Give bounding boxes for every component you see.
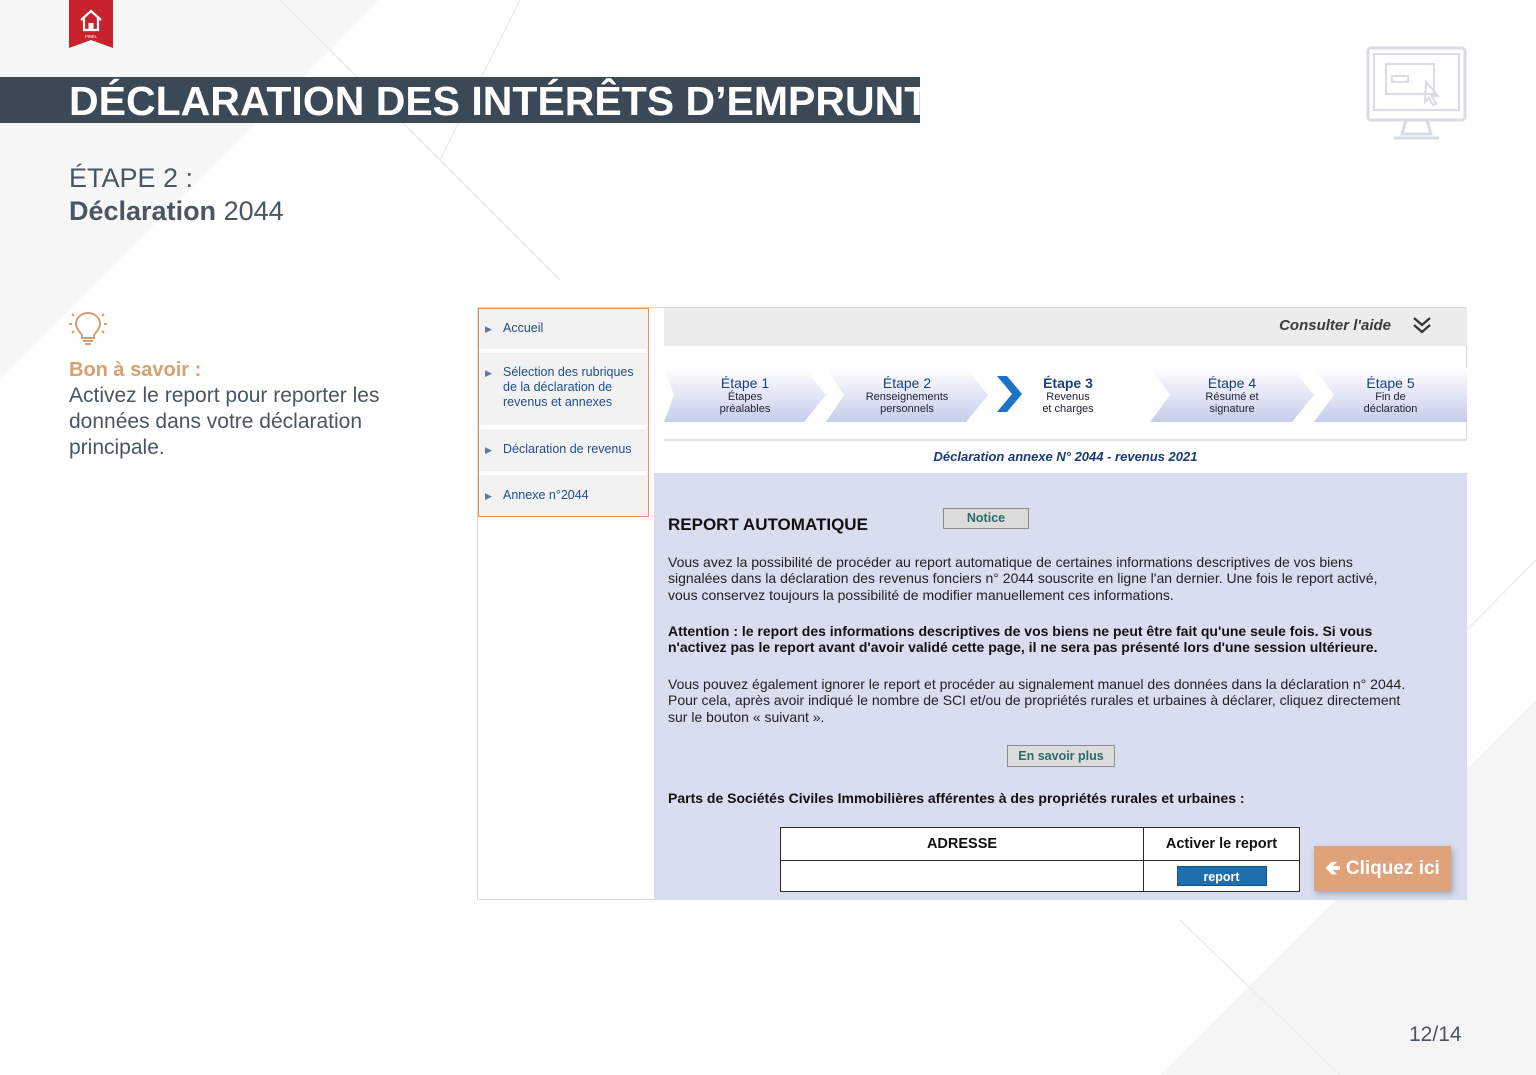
sci-parts-title: Parts de Sociétés Civiles Immobilières afférentes à des propriétés rurales et urbaines : xyxy=(668,790,1245,806)
arrow-left-icon: 🡸 xyxy=(1325,858,1341,879)
triangle-right-icon: ▶ xyxy=(485,445,492,455)
table-row xyxy=(781,860,1300,892)
info-paragraph-2: Vous pouvez également ignorer le report et procéder au signalement manuel des données dans la déclaration n° 2044. Pour cela, après avoir indiqué le nombre de SCI et/ou de propriétés rurales et urbaines à déclarer, cliquez directement sur le bouton « suivant ». xyxy=(668,676,1406,725)
triangle-right-icon: ▶ xyxy=(485,491,492,501)
sidebar-item-declaration[interactable] xyxy=(479,429,647,471)
lightbulb-icon xyxy=(67,306,109,348)
pinel-home-logo xyxy=(69,0,113,48)
click-here-label: Cliquez ici xyxy=(1345,858,1440,879)
tip-body: Activez le report pour reporter les données dans votre déclaration principale. xyxy=(69,384,380,459)
declaration-title: Déclaration annexe N° 2044 - revenus 2021 xyxy=(933,449,1198,464)
page-number: 12/14 xyxy=(1409,1023,1462,1046)
step-4: Étape 4 Résumé et signature xyxy=(1150,368,1314,422)
sidebar-item-label: Annexe n°2044 xyxy=(503,488,589,502)
step-5: Étape 5 Fin de déclaration xyxy=(1314,368,1467,422)
info-paragraph-1: Vous avez la possibilité de procéder au report automatique de certaines informations descriptives de vos biens signalées dans la déclaration des revenus fonciers n° 2044 souscrite en ligne l'an dernier. Une fois le report activé, vous conservez toujours la possibilité de modifier manuellement ces informations. xyxy=(668,554,1378,603)
click-here-button[interactable] xyxy=(1314,846,1451,891)
help-link[interactable]: Consulter l'aide xyxy=(1279,317,1391,334)
sidebar-item-label: Sélection des rubriques de la déclaration de revenus et annexes xyxy=(503,365,634,409)
address-column-header: ADRESSE xyxy=(781,828,1144,861)
warning-paragraph: Attention : le report des informations descriptives de vos biens ne peut être fait qu'une seule fois. Si vous n'activez pas le report avant d'avoir validé cette page, il ne sera pas présenté lors d'une session ultérieure. xyxy=(668,623,1378,656)
sidebar-item-selection[interactable] xyxy=(479,353,647,425)
sidebar-item-accueil[interactable] xyxy=(479,309,647,349)
help-bar[interactable] xyxy=(664,308,1467,346)
report-panel xyxy=(654,473,1467,900)
double-chevron-down-icon[interactable] xyxy=(1411,314,1433,336)
tip-title: Bon à savoir : xyxy=(69,359,202,381)
address-cell xyxy=(781,860,1144,892)
learn-more-button[interactable]: En savoir plus xyxy=(1007,745,1115,767)
step-name: Déclaration 2044 xyxy=(69,196,284,226)
sidebar-item-label: Accueil xyxy=(503,321,544,335)
sidebar-item-annexe[interactable] xyxy=(479,475,647,515)
step-3: Étape 3 Revenus et charges xyxy=(1042,375,1094,415)
sidebar-nav xyxy=(478,308,649,517)
report-button[interactable]: report xyxy=(1177,866,1267,886)
page-title: DÉCLARATION DES INTÉRÊTS D’EMPRUNT xyxy=(69,78,930,124)
step-2: Étape 2 Renseignements personnels xyxy=(826,368,988,422)
declaration-title-bar xyxy=(664,439,1467,473)
triangle-right-icon: ▶ xyxy=(485,324,492,334)
step-1: Étape 1 Étapes préalables xyxy=(664,368,826,422)
activate-report-cell xyxy=(1144,860,1300,892)
step-label: ÉTAPE 2 : xyxy=(69,163,194,193)
tax-form-screenshot xyxy=(477,307,1467,900)
notice-button[interactable]: Notice xyxy=(943,508,1029,529)
triangle-right-icon: ▶ xyxy=(485,368,492,378)
activate-report-column-header: Activer le report xyxy=(1144,828,1300,861)
computer-screen-icon xyxy=(1366,46,1467,144)
sidebar-item-label: Déclaration de revenus xyxy=(503,442,632,456)
sci-table xyxy=(780,827,1300,892)
svg-text:PINEL: PINEL xyxy=(84,34,98,39)
progress-steps xyxy=(664,364,1467,424)
report-title: REPORT AUTOMATIQUE xyxy=(668,515,868,534)
